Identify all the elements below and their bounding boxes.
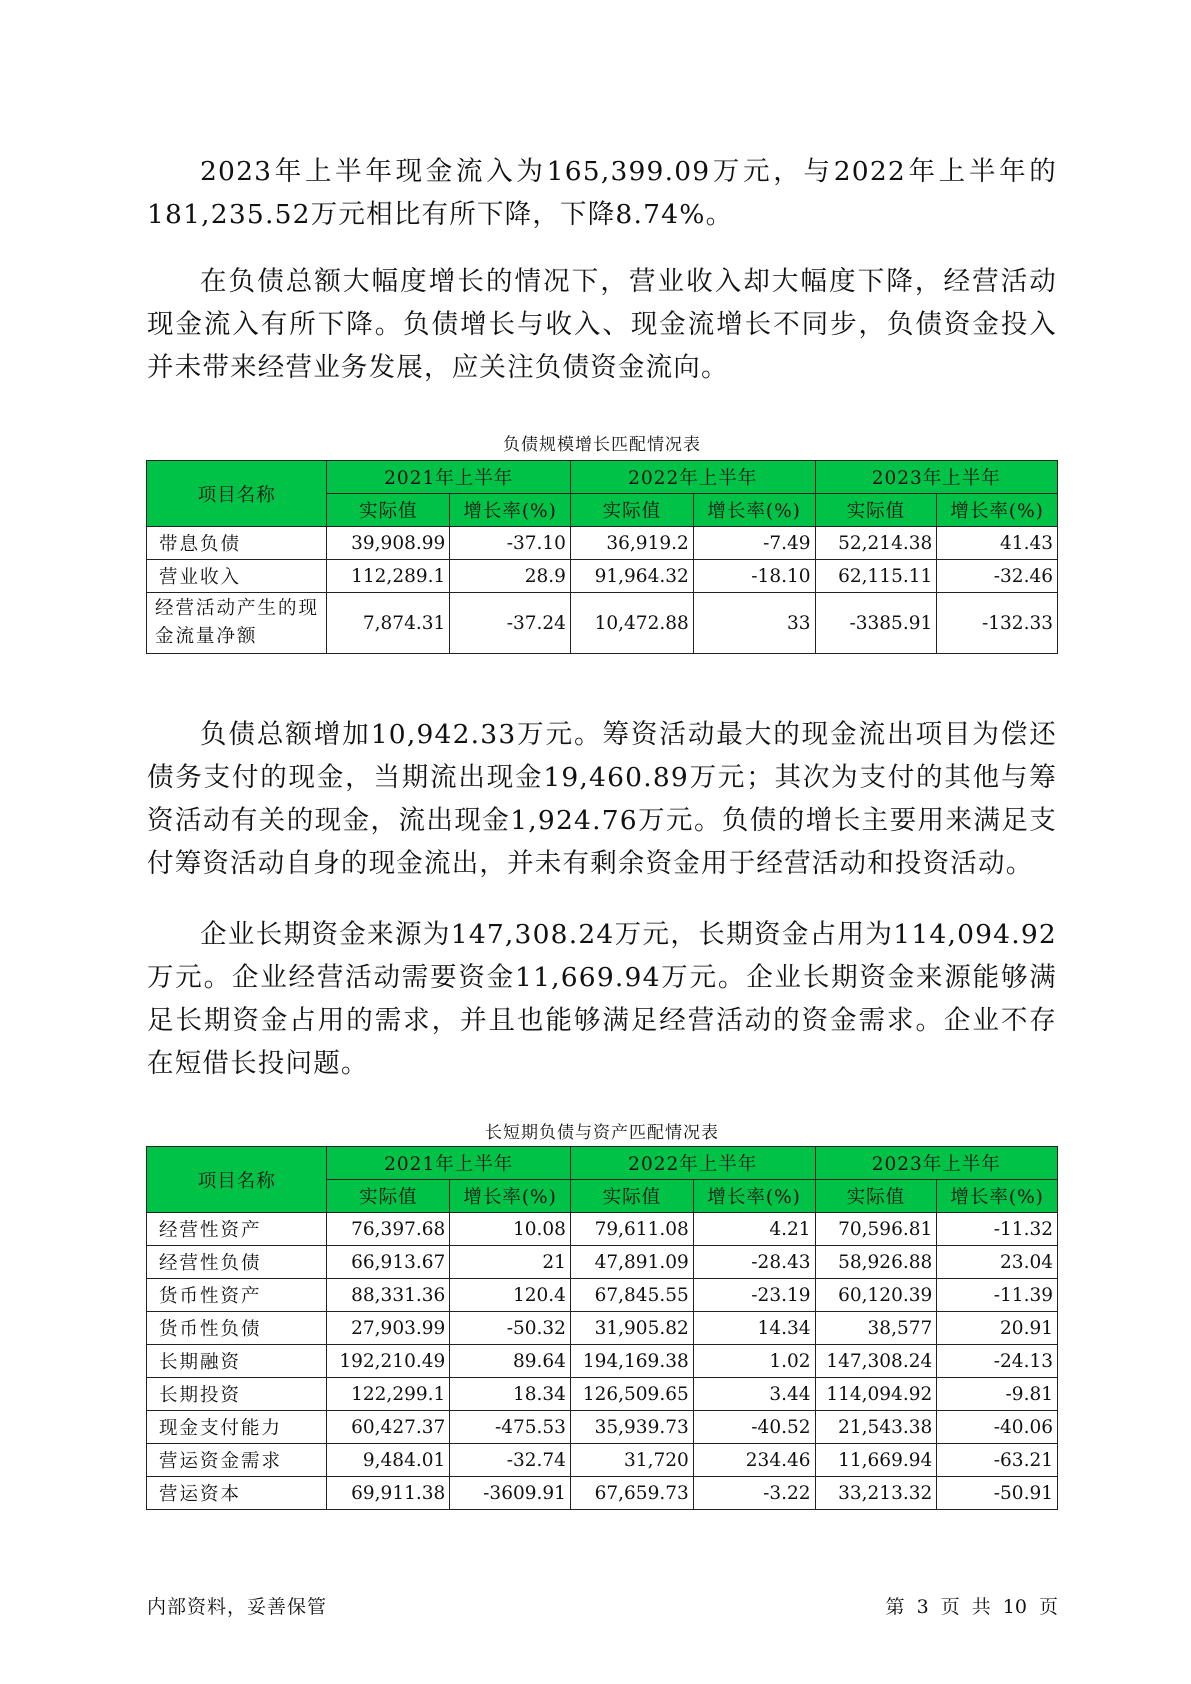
cell-value: 36,919.2	[570, 527, 693, 560]
cell-value: 194,169.38	[570, 1345, 693, 1378]
cell-value: -37.10	[450, 527, 571, 560]
table-row	[147, 593, 1058, 654]
cell-value: 9,484.01	[327, 1444, 450, 1477]
row-label: 带息负债	[147, 527, 327, 560]
cell-value: 147,308.24	[815, 1345, 937, 1378]
header-period-2023: 2023年上半年	[815, 461, 1057, 494]
cell-value: -63.21	[937, 1444, 1058, 1477]
cell-value: 58,926.88	[815, 1246, 937, 1279]
header-actual: 实际值	[815, 1180, 937, 1213]
paragraph-debt-growth: 在负债总额大幅度增长的情况下，营业收入却大幅度下降，经营活动现金流入有所下降。负债增长与收入、现金流增长不同步，负债资金投入并未带来经营业务发展，应关注负债资金流向。	[147, 266, 1057, 383]
table-row	[147, 560, 1058, 593]
paragraph-long-term-funds: 企业长期资金来源为147,308.24万元，长期资金占用为114,094.92万元。企业经营活动需要资金11,669.94万元。企业长期资金来源能够满足长期资金占用的需求，并且也能够满足经营活动的资金需求。企业不存在短借长投问题。	[147, 919, 1057, 1079]
cell-value: 114,094.92	[815, 1378, 937, 1411]
paragraph-cash-inflow: 2023年上半年现金流入为165,399.09万元，与2022年上半年的181,235.52万元相比有所下降，下降8.74%。	[147, 156, 1057, 230]
cell-value: 7,874.31	[327, 593, 450, 654]
header-growth: 增长率(%)	[693, 1180, 815, 1213]
cell-value: -32.46	[937, 560, 1058, 593]
header-actual: 实际值	[327, 494, 450, 527]
cell-value: 31,720	[570, 1444, 693, 1477]
row-label: 现金支付能力	[147, 1411, 327, 1444]
cell-value: 14.34	[693, 1312, 815, 1345]
header-actual: 实际值	[570, 494, 693, 527]
cell-value: -3609.91	[450, 1477, 571, 1510]
cell-value: -3.22	[693, 1477, 815, 1510]
header-period-2022: 2022年上半年	[570, 1147, 815, 1180]
cell-value: 76,397.68	[327, 1213, 450, 1246]
cell-value: -9.81	[937, 1378, 1058, 1411]
cell-value: 67,659.73	[570, 1477, 693, 1510]
cell-value: 62,115.11	[815, 560, 937, 593]
header-growth: 增长率(%)	[450, 1180, 571, 1213]
table-row	[147, 1213, 1058, 1246]
cell-value: 89.64	[450, 1345, 571, 1378]
cell-value: 234.46	[693, 1444, 815, 1477]
cell-value: 38,577	[815, 1312, 937, 1345]
cell-value: 112,289.1	[327, 560, 450, 593]
cell-value: -23.19	[693, 1279, 815, 1312]
header-item-name: 项目名称	[147, 1147, 327, 1213]
cell-value: 28.9	[450, 560, 571, 593]
row-label: 经营性资产	[147, 1213, 327, 1246]
cell-value: 23.04	[937, 1246, 1058, 1279]
table-row	[147, 1477, 1058, 1510]
cell-value: 60,427.37	[327, 1411, 450, 1444]
header-period-2023: 2023年上半年	[815, 1147, 1057, 1180]
cell-value: -50.91	[937, 1477, 1058, 1510]
header-period-2022: 2022年上半年	[570, 461, 815, 494]
cell-value: 69,911.38	[327, 1477, 450, 1510]
cell-value: -50.32	[450, 1312, 571, 1345]
header-actual: 实际值	[327, 1180, 450, 1213]
table1-caption: 负债规模增长匹配情况表	[503, 435, 701, 455]
footer-confidential-note: 内部资料，妥善保管	[147, 1596, 328, 1618]
table-row	[147, 1345, 1058, 1378]
cell-value: -24.13	[937, 1345, 1058, 1378]
cell-value: 120.4	[450, 1279, 571, 1312]
cell-value: 192,210.49	[327, 1345, 450, 1378]
cell-value: -132.33	[937, 593, 1058, 654]
header-growth: 增长率(%)	[450, 494, 571, 527]
cell-value: 67,845.55	[570, 1279, 693, 1312]
header-growth: 增长率(%)	[937, 1180, 1058, 1213]
cell-value: 88,331.36	[327, 1279, 450, 1312]
cell-value: 70,596.81	[815, 1213, 937, 1246]
cell-value: 126,509.65	[570, 1378, 693, 1411]
row-label: 经营性负债	[147, 1246, 327, 1279]
cell-value: 122,299.1	[327, 1378, 450, 1411]
cell-value: 35,939.73	[570, 1411, 693, 1444]
row-label: 长期融资	[147, 1345, 327, 1378]
cell-value: 21,543.38	[815, 1411, 937, 1444]
debt-growth-table	[146, 460, 1058, 654]
cell-value: 91,964.32	[570, 560, 693, 593]
table-row	[147, 1246, 1058, 1279]
header-period-2021: 2021年上半年	[327, 461, 570, 494]
cell-value: 60,120.39	[815, 1279, 937, 1312]
cell-value: -28.43	[693, 1246, 815, 1279]
cell-value: 52,214.38	[815, 527, 937, 560]
footer-page-number: 第 3 页 共 10 页	[885, 1596, 1058, 1618]
cell-value: -11.32	[937, 1213, 1058, 1246]
cell-value: 39,908.99	[327, 527, 450, 560]
header-growth: 增长率(%)	[937, 494, 1058, 527]
table-row	[147, 1378, 1058, 1411]
cell-value: -7.49	[693, 527, 815, 560]
cell-value: -32.74	[450, 1444, 571, 1477]
cell-value: -11.39	[937, 1279, 1058, 1312]
table-row	[147, 1312, 1058, 1345]
cell-value: 33	[693, 593, 815, 654]
cell-value: 3.44	[693, 1378, 815, 1411]
cell-value: 47,891.09	[570, 1246, 693, 1279]
cell-value: 27,903.99	[327, 1312, 450, 1345]
cell-value: -18.10	[693, 560, 815, 593]
header-item-name: 项目名称	[147, 461, 327, 527]
liability-asset-match-table	[146, 1146, 1058, 1510]
cell-value: 33,213.32	[815, 1477, 937, 1510]
cell-value: 79,611.08	[570, 1213, 693, 1246]
cell-value: -40.52	[693, 1411, 815, 1444]
table-row	[147, 527, 1058, 560]
cell-value: 18.34	[450, 1378, 571, 1411]
cell-value: -475.53	[450, 1411, 571, 1444]
cell-value: 10,472.88	[570, 593, 693, 654]
cell-value: -37.24	[450, 593, 571, 654]
cell-value: 1.02	[693, 1345, 815, 1378]
header-period-2021: 2021年上半年	[327, 1147, 570, 1180]
cell-value: 21	[450, 1246, 571, 1279]
row-label: 营运资金需求	[147, 1444, 327, 1477]
table-row	[147, 1444, 1058, 1477]
cell-value: -40.06	[937, 1411, 1058, 1444]
cell-value: 4.21	[693, 1213, 815, 1246]
cell-value: 11,669.94	[815, 1444, 937, 1477]
header-growth: 增长率(%)	[693, 494, 815, 527]
table-row	[147, 1411, 1058, 1444]
cell-value: 10.08	[450, 1213, 571, 1246]
paragraph-financing-outflow: 负债总额增加10,942.33万元。筹资活动最大的现金流出项目为偿还债务支付的现金，当期流出现金19,460.89万元；其次为支付的其他与筹资活动有关的现金，流出现金1,924.76万元。负债的增长主要用来满足支付筹资活动自身的现金流出，并未有剩余资金用于经营活动和投资活动。	[147, 719, 1057, 879]
header-actual: 实际值	[815, 494, 937, 527]
row-label: 货币性资产	[147, 1279, 327, 1312]
cell-value: 20.91	[937, 1312, 1058, 1345]
header-actual: 实际值	[570, 1180, 693, 1213]
table2-caption: 长短期负债与资产匹配情况表	[485, 1123, 719, 1143]
row-label: 经营活动产生的现金流量净额	[147, 593, 327, 654]
row-label: 营业收入	[147, 560, 327, 593]
table-row	[147, 1279, 1058, 1312]
row-label: 长期投资	[147, 1378, 327, 1411]
cell-value: 31,905.82	[570, 1312, 693, 1345]
cell-value: 66,913.67	[327, 1246, 450, 1279]
row-label: 货币性负债	[147, 1312, 327, 1345]
cell-value: -3385.91	[815, 593, 937, 654]
cell-value: 41.43	[937, 527, 1058, 560]
row-label: 营运资本	[147, 1477, 327, 1510]
